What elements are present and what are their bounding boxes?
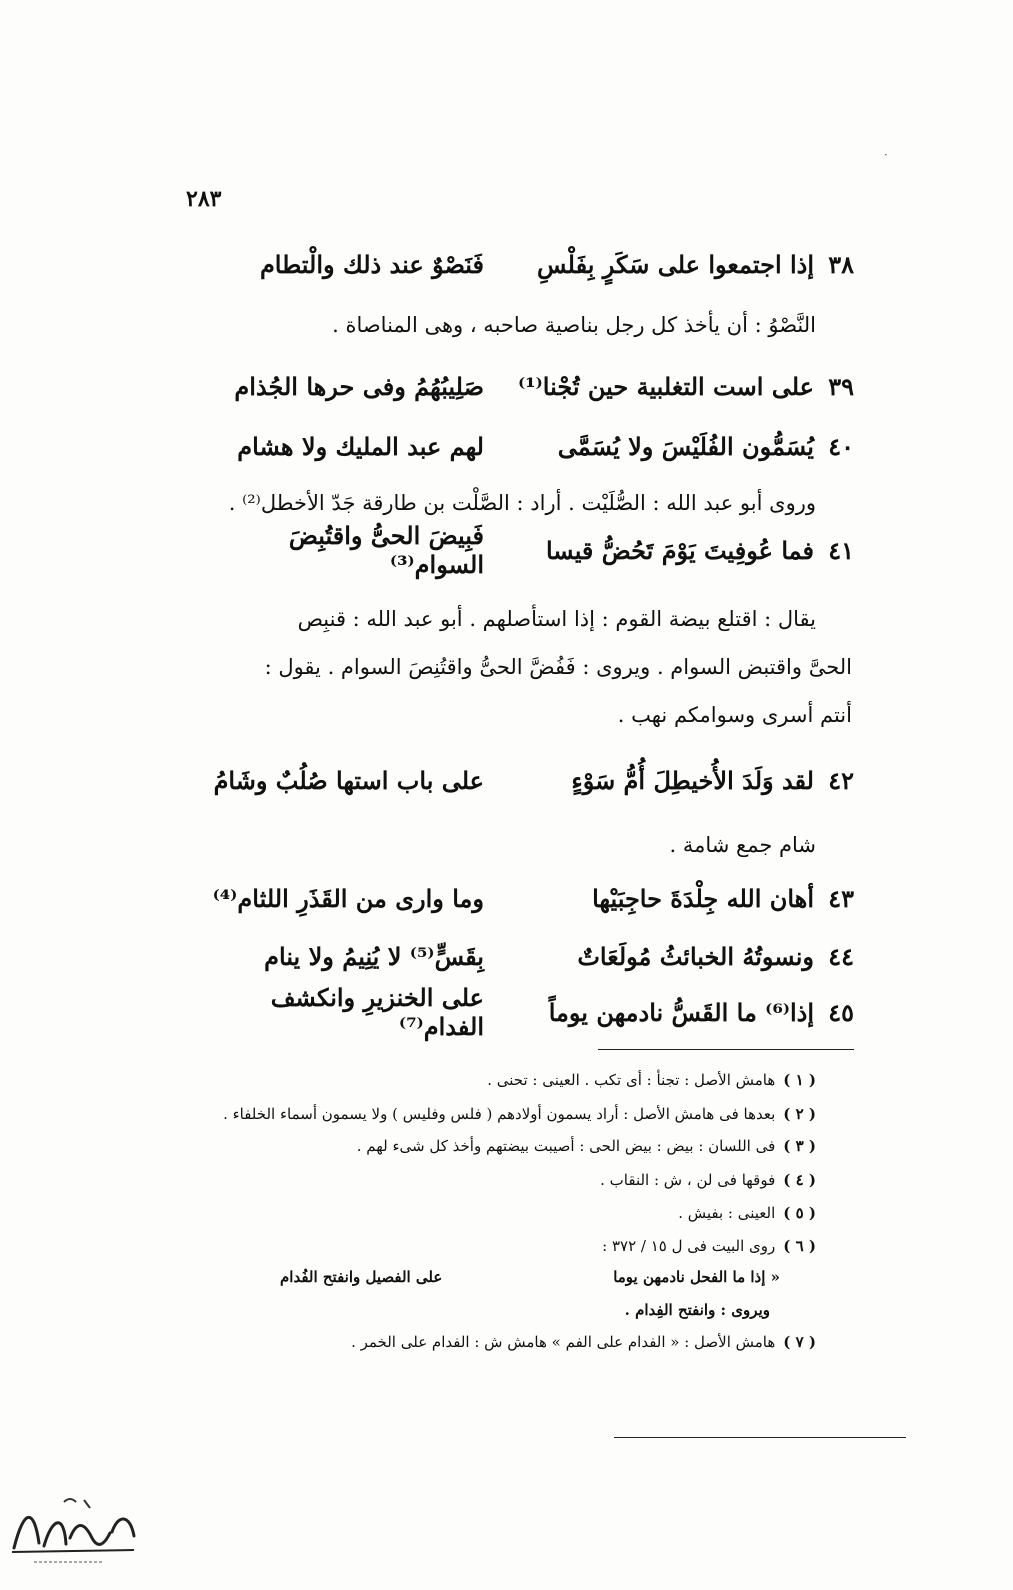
verse-number: ٤٢	[828, 765, 854, 795]
verse-number: ٤٠	[828, 431, 854, 461]
footnote-text: هامش الأصل : تجنأ : أى تكب . العينى : تحنى .	[487, 1071, 776, 1089]
footnote-number: ( ١ )	[783, 1071, 816, 1089]
footnote-number: ( ٣ )	[783, 1137, 816, 1155]
verse-number: ٣٨	[828, 249, 854, 279]
verse-39	[196, 366, 854, 406]
verse-number: ٤١	[828, 535, 854, 565]
verse-41	[196, 521, 854, 579]
footnote-text: فى اللسان : بيض : بيض الحى : أصيبت بيضتهم وأخذ كل شىء لهم .	[356, 1137, 776, 1155]
footnote-text: بعدها فى هامش الأصل : أراد يسمون أولادهم ( فلس وفليس ) ولا يسمون أسماء الخلفاء .	[223, 1105, 776, 1123]
footnote-number: ( ٥ )	[783, 1204, 816, 1222]
footnote-6	[200, 1236, 816, 1256]
verse-hemistich-first: إذا⁽⁶⁾ ما القَسُّ نادمهن يوماً	[548, 997, 814, 1027]
verse-number: ٤٣	[828, 883, 854, 913]
gloss-40: وروى أبو عبد الله : الصُّلَيْت . أراد : الصَّلْت بن طارقة جَدّ الأخطل⁽²⁾ .	[228, 491, 816, 515]
page-number: ٢٨٣	[186, 186, 222, 212]
gloss-38: النَّصْوُ : أن يأخذ كل رجل بناصية صاحبه ، وهى المناصاة .	[332, 313, 816, 337]
verse-43	[196, 878, 854, 918]
footnote-number: ( ٢ )	[783, 1105, 816, 1123]
gloss-41-line-3: أنتم أسرى وسوامكم نهب .	[617, 703, 852, 727]
library-stamp-logo	[4, 1488, 144, 1568]
footnote-number: ( ٧ )	[783, 1333, 816, 1351]
verse-45	[196, 983, 854, 1041]
verse-40	[196, 426, 854, 466]
margin-mark: ·	[884, 148, 888, 162]
gloss-42: شام جمع شامة .	[669, 833, 816, 857]
verse-hemistich-second: بِقَسٍّ⁽⁵⁾ لا يُنِيمُ ولا ينام	[264, 941, 484, 971]
footnote-verse-second: على الفصيل وانفتح الفُدام	[280, 1268, 443, 1286]
verse-number: ٣٩	[828, 371, 854, 401]
footnote-4	[200, 1170, 816, 1190]
footnote-verse-first: « إذا ما الفحل نادمهن يوما	[613, 1268, 780, 1286]
bottom-divider	[614, 1437, 906, 1438]
footnote-1	[200, 1070, 816, 1090]
verse-hemistich-second: على باب استها صُلُبٌ وشَامُ	[213, 765, 484, 795]
footnote-6-variant: ويروى : وانفتح الفِدام .	[624, 1301, 770, 1319]
footnote-7	[200, 1332, 816, 1352]
verse-hemistich-first: إذا اجتمعوا على سَكَرٍ بِفَلْسِ	[537, 249, 814, 279]
verse-hemistich-first: لقد وَلَدَ الأُخيطِلَ أُمُّ سَوْءٍ	[571, 765, 814, 795]
footnote-number: ( ٤ )	[783, 1171, 816, 1189]
footnote-6-verse	[280, 1268, 780, 1286]
footnote-3	[200, 1136, 816, 1156]
verse-hemistich-second: على الخنزيرِ وانكشف الفدام⁽⁷⁾	[270, 983, 484, 1041]
gloss-41-line-1: يقال : اقتلع بيضة القوم : إذا استأصلهم . أبو عبد الله : قنبِص	[297, 607, 816, 631]
verse-number: ٤٥	[828, 997, 854, 1027]
verse-38	[196, 244, 854, 284]
verse-42	[196, 760, 854, 800]
footnote-5	[200, 1203, 816, 1223]
verse-hemistich-first: على است التغلبية حين تُجْنا⁽¹⁾	[517, 371, 814, 401]
verse-hemistich-second: صَلِيبُهُمُ وفى حرها الجُذام	[234, 371, 484, 401]
verse-44	[196, 936, 854, 976]
verse-hemistich-second: فَنَصْوٌ عند ذلك والْتطام	[259, 249, 484, 279]
gloss-41-line-2: الحىَّ واقتبض السوام . ويروى : فَفُضَّ الحىُّ واقتُنِصَ السوام . يقول :	[264, 655, 852, 679]
verse-hemistich-first: فما عُوفِيتَ يَوْمَ تَحُضُّ قيسا	[545, 535, 814, 565]
verse-number: ٤٤	[828, 941, 854, 971]
verse-hemistich-second: وما وارى من القَذَرِ اللثام⁽⁴⁾	[212, 883, 484, 913]
verse-hemistich-first: أهان الله جِلْدَةَ حاجِبَيْها	[592, 883, 814, 913]
footnote-text: هامش الأصل : « الفدام على الفم » هامش ش : الفدام على الخمر .	[351, 1333, 776, 1351]
verse-hemistich-first: ونسوتُهُ الخبائثُ مُولَعَاتٌ	[577, 941, 814, 971]
verse-hemistich-second: فَبِيضَ الحىُّ واقتُبِضَ السوام⁽³⁾	[288, 521, 484, 579]
verse-hemistich-second: لهم عبد المليك ولا هشام	[237, 431, 484, 461]
footnote-text: فوقها فى لن ، ش : النقاب .	[600, 1171, 776, 1189]
verse-hemistich-first: يُسَمُّون الفُلَيْسَ ولا يُسَمَّى	[557, 431, 814, 461]
footnote-divider	[598, 1049, 854, 1050]
footnote-2	[200, 1104, 816, 1124]
footnote-text: روى البيت فى ل ١٥ / ٣٧٢ :	[602, 1237, 776, 1255]
footnote-number: ( ٦ )	[783, 1237, 816, 1255]
footnote-text: العينى : بفيش .	[678, 1204, 776, 1222]
